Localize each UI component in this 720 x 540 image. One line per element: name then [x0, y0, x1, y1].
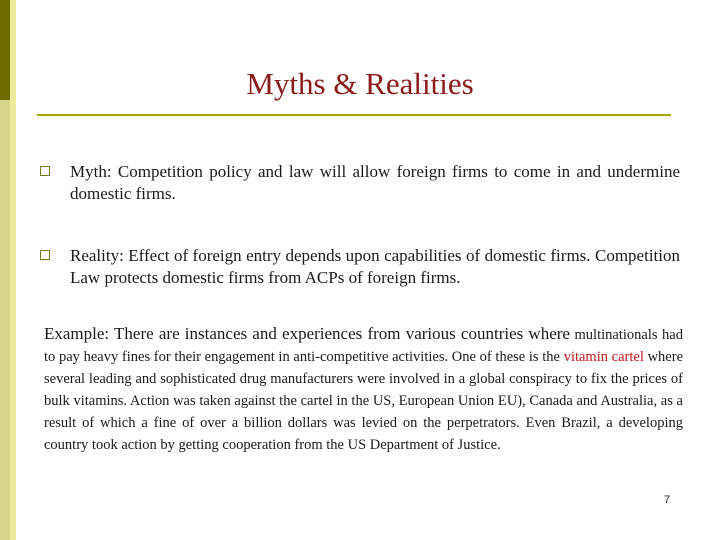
bullet-myth-body: Competition policy and law will allow foreign firms to come in and undermine domestic firms.: [70, 162, 680, 203]
bullet-reality: [40, 245, 680, 289]
example-label: Example:: [44, 324, 110, 343]
vitamin-cartel-highlight: vitamin cartel: [563, 349, 644, 365]
example-text-before: multinationals had to pay heavy fines for their engagement in anti-competitive activities. One of these is the: [44, 327, 683, 365]
bullet-myth: [40, 161, 680, 205]
left-band-light: [0, 100, 10, 540]
left-band-stripe: [10, 0, 16, 540]
left-band-dark: [0, 0, 10, 100]
example-lead-text: There are instances and experiences from various countries where: [109, 324, 570, 343]
example-text-after: where several leading and sophisticated drug manufacturers were involved in a global conspiracy to fix the prices of bulk vitamins. Action was taken against the cartel in the US, European Union EU), Canada and Australia, as a result of which a fine of over a billion dollars was levied on the perpetrators. Even Brazil, a developing country took action by getting cooperation from the US Department of Justice.: [44, 349, 684, 453]
example-paragraph: [44, 323, 683, 456]
page-number: 7: [664, 494, 671, 506]
bullet-myth-label: Myth:: [70, 162, 112, 181]
square-bullet-icon: [40, 166, 50, 176]
bullet-reality-text: [70, 245, 680, 289]
bullet-reality-label: Reality: [70, 246, 120, 265]
bullet-myth-text: [70, 161, 680, 205]
square-bullet-icon: [40, 250, 50, 260]
bullet-reality-body: : Effect of foreign entry depends upon capabilities of domestic firms. Competition Law protects domestic firms from ACPs of foreign firms.: [70, 246, 680, 287]
title-underline: [37, 114, 671, 116]
slide-title: Myths & Realities: [246, 66, 474, 101]
